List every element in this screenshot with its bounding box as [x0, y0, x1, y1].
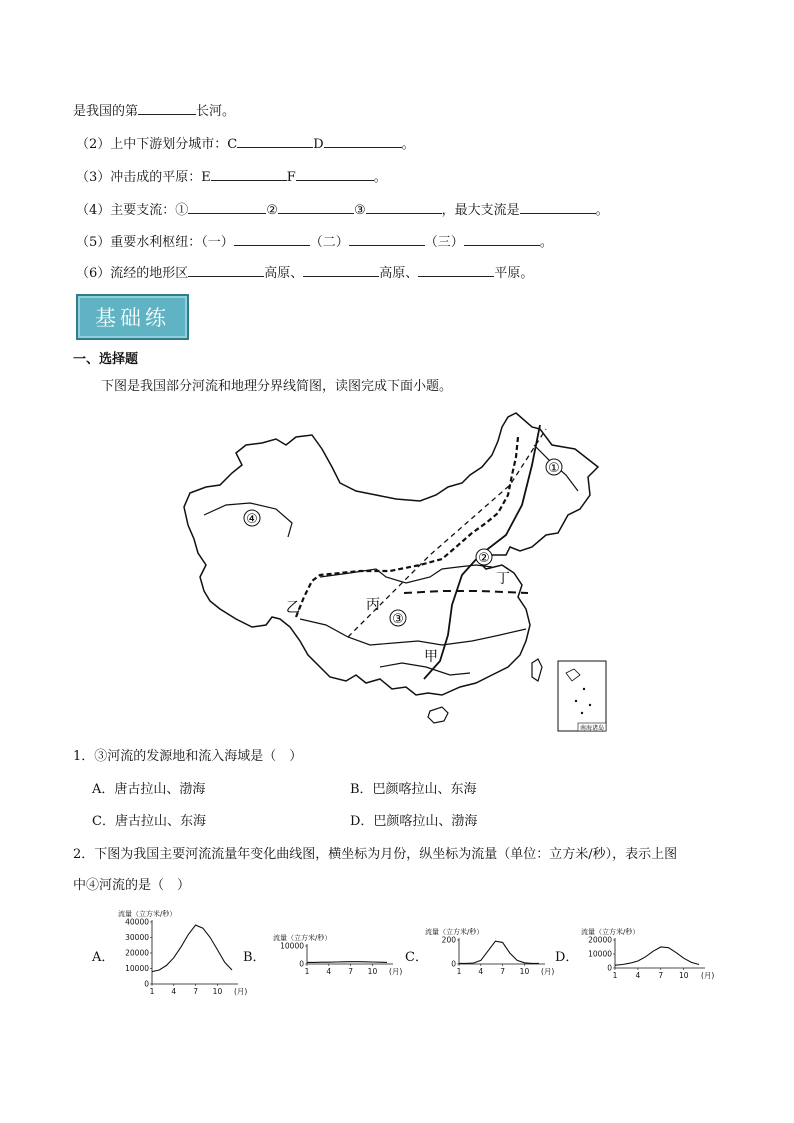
chart-ytick-label: 0: [144, 979, 149, 989]
q2-stem-line1: 2．下图为我国主要河流流量年变化曲线图，横坐标为月份，纵坐标为流量（单位：立方米/秒），表示上图: [73, 847, 678, 862]
q1-option-c[interactable]: C．唐古拉山、东海: [92, 814, 206, 829]
chart-series-line: [459, 941, 539, 963]
chart-ytick-label: 10000: [125, 964, 149, 973]
review-text: 高原、: [379, 266, 419, 281]
answer-blank[interactable]: [324, 134, 402, 148]
banner-box: [76, 294, 189, 340]
chart-xtick-label: 1: [149, 987, 155, 996]
review-text: （2）上中下游划分城市：C: [76, 137, 238, 152]
review-text: （6）流经的地形区: [76, 266, 189, 281]
review-line-plains: [76, 167, 387, 187]
chart-ytick-label: 0: [451, 959, 456, 969]
chart-xtick-label: 4: [171, 987, 177, 996]
review-line-cities: [76, 134, 415, 154]
answer-blank[interactable]: [188, 263, 264, 277]
label-jia: 甲: [424, 649, 438, 665]
section-intro: 下图是我国部分河流和地理分界线简图，读图完成下面小题。: [101, 379, 453, 394]
q1-stem: 1．③河流的发源地和流入海域是（ ）: [73, 749, 303, 764]
chart-xtick-label: 1: [456, 967, 462, 976]
chart-xlabel: (月): [541, 967, 555, 976]
answer-blank[interactable]: [278, 200, 354, 214]
review-text: （3）冲击成的平原：E: [76, 170, 211, 185]
chart-xlabel: (月): [701, 971, 715, 980]
review-text: 长河。: [196, 104, 236, 119]
review-text: （三）: [424, 235, 464, 250]
review-text: ，最大支流是: [441, 203, 520, 218]
q1-option-b[interactable]: B．巴颜喀拉山、东海: [350, 782, 477, 797]
qinling-dashed-line: [404, 591, 528, 593]
review-text: （二）: [309, 235, 349, 250]
inset-island-dot: [575, 700, 577, 702]
review-text: F: [286, 170, 296, 185]
chart-xtick-label: 1: [304, 967, 310, 976]
q1-option-d[interactable]: D．巴颜喀拉山、渤海: [350, 814, 478, 829]
label-two: ②: [478, 551, 490, 566]
chart-xtick-label: 10: [519, 967, 530, 976]
chart-ytick-label: 20000: [125, 948, 149, 958]
review-text: （4）主要支流：①: [76, 203, 189, 218]
review-text: （5）重要水利枢纽：（一）: [76, 235, 234, 250]
review-text: 。: [539, 235, 553, 250]
section-heading: 一、选择题: [73, 352, 139, 367]
chart-ytick-label: 20000: [588, 935, 612, 945]
flow-chart-b: [265, 928, 403, 988]
chart-series-line: [152, 925, 232, 972]
answer-blank[interactable]: [520, 200, 596, 214]
answer-blank[interactable]: [303, 263, 379, 277]
answer-blank[interactable]: [418, 263, 494, 277]
chart-xtick-label: 4: [326, 967, 332, 976]
chart-xtick-label: 1: [612, 971, 618, 980]
review-line-terrain: [76, 263, 533, 283]
review-text: 。: [401, 137, 415, 152]
chart-xlabel: (月): [234, 987, 248, 996]
river-three: [300, 619, 526, 645]
chart-ylabel: 流量（立方米/秒）: [425, 928, 484, 936]
q2-stem-line2: 中④河流的是（ ）: [73, 878, 191, 893]
answer-blank[interactable]: [366, 200, 442, 214]
chart-xtick-label: 7: [658, 971, 664, 980]
chart-xtick-label: 7: [193, 987, 199, 996]
chart-xtick-label: 10: [212, 987, 223, 996]
answer-blank[interactable]: [234, 232, 310, 246]
answer-blank[interactable]: [464, 232, 540, 246]
inset-island-dot: [583, 688, 585, 690]
review-line-rank: [73, 101, 235, 121]
china-outline: [184, 413, 598, 695]
label-four: ④: [246, 512, 258, 527]
inset-box: [558, 661, 606, 731]
review-text: 是我国的第: [73, 104, 139, 119]
q2-option-d[interactable]: D．: [555, 950, 579, 965]
river-yellow: [320, 565, 492, 583]
inset-island-dot: [589, 704, 591, 706]
chart-xtick-label: 7: [500, 967, 506, 976]
chart-ylabel: 流量（立方米/秒）: [581, 928, 640, 936]
answer-blank[interactable]: [237, 134, 313, 148]
answer-blank[interactable]: [211, 167, 287, 181]
review-text: D: [313, 137, 324, 152]
chart-series-line: [615, 947, 699, 965]
chart-xlabel: (月): [389, 967, 403, 976]
banner-title: 基础练: [95, 306, 170, 330]
answer-blank[interactable]: [349, 232, 425, 246]
q2-option-c[interactable]: C．: [405, 950, 428, 965]
answer-blank[interactable]: [188, 200, 266, 214]
chart-xtick-label: 10: [367, 967, 378, 976]
chart-series-line: [307, 962, 387, 963]
q1-option-a[interactable]: A．唐古拉山、渤海: [92, 782, 206, 797]
answer-blank[interactable]: [138, 101, 196, 115]
review-text: 。: [373, 170, 387, 185]
chart-ytick-label: 200: [441, 935, 456, 945]
label-bing: 丙: [366, 597, 380, 613]
review-text: ②: [266, 203, 278, 218]
answer-blank[interactable]: [296, 167, 374, 181]
chart-ytick-label: 40000: [125, 917, 149, 927]
chart-ytick-label: 0: [299, 959, 304, 969]
review-text: 平原。: [494, 266, 534, 281]
review-line-hydro: [76, 232, 553, 252]
label-one: ①: [548, 461, 560, 476]
hainan-island: [428, 707, 448, 723]
chart-xtick-label: 4: [478, 967, 484, 976]
flow-chart-c: [425, 920, 555, 985]
review-line-tributaries: [76, 200, 609, 220]
label-ding: 丁: [496, 571, 510, 587]
chart-ytick-label: 10000: [280, 941, 304, 951]
chart-ylabel: 流量（立方米/秒）: [118, 910, 177, 918]
label-yi: 乙: [286, 600, 300, 616]
flow-chart-a: [110, 908, 248, 1000]
review-text: 。: [595, 203, 609, 218]
chart-xtick-label: 10: [678, 971, 689, 980]
q2-option-b[interactable]: B．: [243, 950, 266, 965]
chart-xtick-label: 4: [635, 971, 641, 980]
section-banner: [73, 291, 192, 343]
flow-chart-d: [575, 918, 715, 988]
chart-ytick-label: 0: [607, 963, 612, 973]
chart-ylabel: 流量（立方米/秒）: [273, 934, 332, 942]
label-three: ③: [392, 612, 404, 627]
chart-xtick-label: 7: [348, 967, 354, 976]
review-text: 高原、: [264, 266, 304, 281]
chart-ytick-label: 30000: [125, 933, 149, 942]
inset-island-dot: [581, 712, 583, 714]
q2-option-a[interactable]: A．: [92, 950, 115, 965]
inset-caption: 南海诸岛: [579, 725, 605, 732]
china-river-map: [180, 405, 620, 735]
taiwan-island: [532, 659, 542, 681]
review-text: ③: [353, 203, 366, 218]
chart-ytick-label: 10000: [588, 949, 612, 959]
